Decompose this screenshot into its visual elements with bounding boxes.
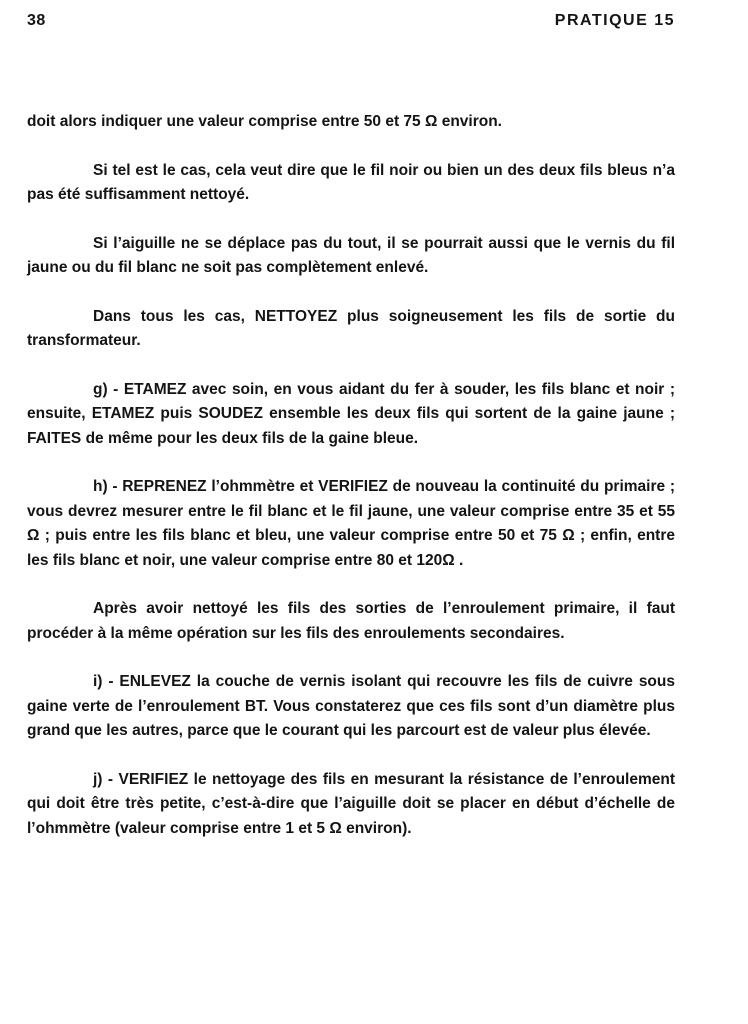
step-j: j) - VERIFIEZ le nettoyage des fils en mesurant la résistance de l’enroulement qui doit être très petite, c’est-à-dire que l’aiguille doit se placer en début d’échelle de l’ohmmètre (valeur comprise entre 1 et 5 Ω environ). — [27, 770, 675, 837]
step-h: h) - REPRENEZ l’ohmmètre et VERIFIEZ de nouveau la continuité du primaire ; vous devrez mesurer entre le fil blanc et le fil jaune, une valeur comprise entre 35 et 55 Ω ; puis entre les fils blanc et bleu, une valeur comprise entre 50 et 75 Ω ; enfin, entre les fils blanc et noir, une valeur comprise entre 80 et 120Ω . — [27, 478, 675, 569]
paragraph: Si l’aiguille ne se déplace pas du tout, il se pourrait aussi que le vernis du fil jaune ou du fil blanc ne soit pas complètement enlevé. — [27, 234, 675, 276]
step-g: g) - ETAMEZ avec soin, en vous aidant du fer à souder, les fils blanc et noir ; ensuite, ETAMEZ puis SOUDEZ ensemble les deux fils qui sortent de la gaine jaune ; FAITES de même pour les deux fils de la gaine bleue. — [27, 380, 675, 447]
paragraph: Dans tous les cas, NETTOYEZ plus soigneusement les fils de sortie du transformateur. — [27, 307, 675, 349]
running-title: PRATIQUE 15 — [554, 12, 675, 29]
body-text — [27, 110, 675, 865]
page-number: 38 — [27, 12, 46, 29]
paragraph: Après avoir nettoyé les fils des sorties de l’enroulement primaire, il faut procéder à la même opération sur les fils des enroulements secondaires. — [27, 600, 675, 642]
paragraph: Si tel est le cas, cela veut dire que le fil noir ou bien un des deux fils bleus n’a pas été suffisamment nettoyé. — [27, 161, 675, 203]
step-i: i) - ENLEVEZ la couche de vernis isolant qui recouvre les fils de cuivre sous gaine verte de l’enroulement BT. Vous constaterez que ces fils sont d’un diamètre plus grand que les autres, parce que le courant qui les parcourt est de valeur plus élevée. — [27, 673, 675, 739]
paragraph-continuation: doit alors indiquer une valeur comprise entre 50 et 75 Ω environ. — [27, 113, 502, 130]
